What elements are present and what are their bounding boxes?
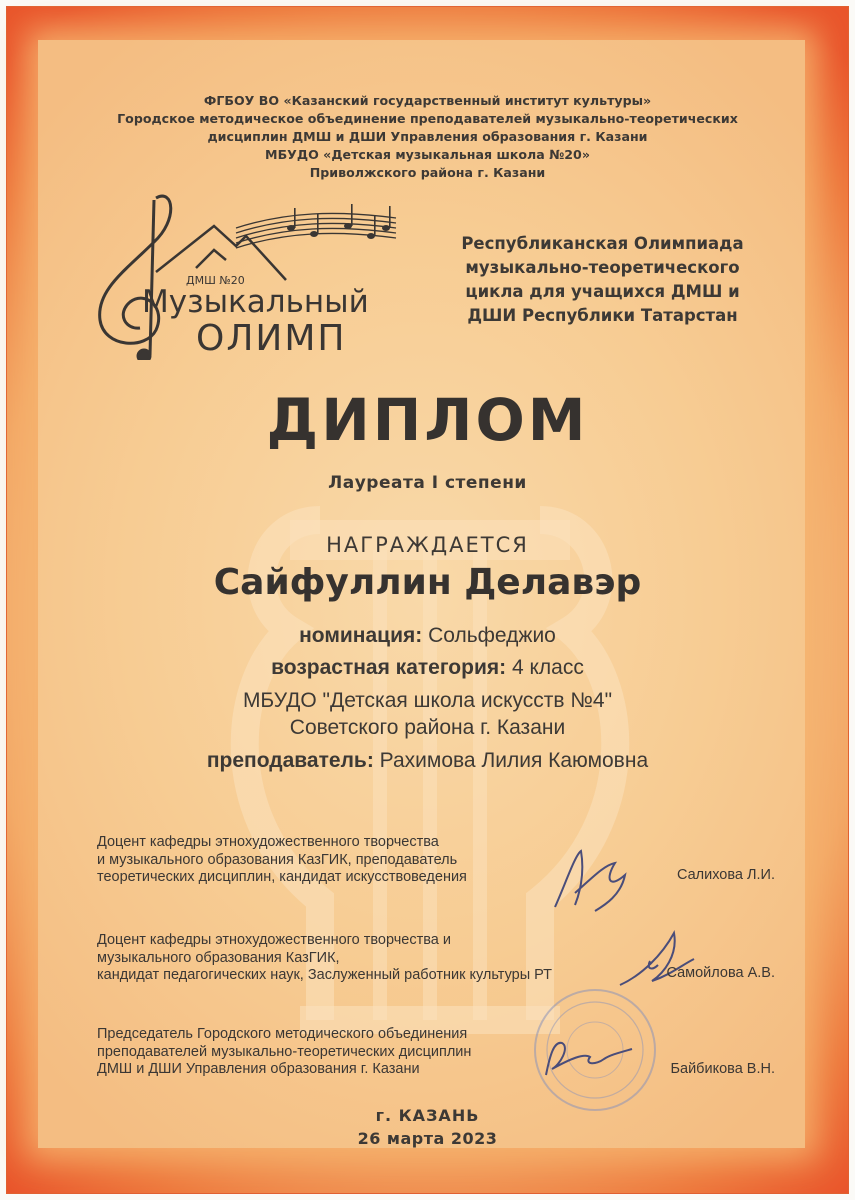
signatory-1-title <box>97 834 467 887</box>
age-label: возрастная категория: <box>271 656 507 679</box>
nomination-value: Сольфеджио <box>428 624 556 647</box>
signatory-3-title <box>97 1026 471 1079</box>
olympiad-line: Республиканская Олимпиада <box>461 234 744 253</box>
age-line <box>0 656 855 680</box>
signatory-1-name: Салихова Л.И. <box>676 867 775 883</box>
city-label: г. КАЗАНЬ <box>375 1106 480 1125</box>
school-line: МБУДО "Детская школа искусств №4" <box>242 689 613 712</box>
signature-2 <box>612 925 702 995</box>
olympiad-line: ДШИ Республики Татарстан <box>467 306 738 325</box>
logo-subtitle: ОЛИМП <box>196 318 347 359</box>
signatory-title-line: кандидат педагогических наук, Заслуженный работник культуры РТ <box>97 967 553 983</box>
issue-date: 26 марта 2023 <box>357 1129 498 1148</box>
signatory-title-line: Доцент кафедры этнохудожественного творчества и <box>97 932 451 948</box>
treble-clef-icon <box>100 196 171 360</box>
muzykalny-olimp-logo <box>86 190 406 360</box>
teacher-label: преподаватель: <box>206 749 374 772</box>
logo-school-label: ДМШ №20 <box>186 274 245 287</box>
signatory-title-line: музыкального образования КазГИК, <box>97 949 340 966</box>
organizer-line: дисциплин ДМШ и ДШИ Управления образования г. Казани <box>207 129 648 144</box>
signatory-2-name: Самойлова А.В. <box>666 965 775 981</box>
signatory-title-line: и музыкального образования КазГИК, преподаватель <box>97 851 458 868</box>
nomination-line <box>0 624 855 648</box>
awarded-label: НАГРАЖДАЕТСЯ <box>326 533 529 557</box>
teacher-value: Рахимова Лилия Каюмовна <box>379 749 649 772</box>
age-value: 4 класс <box>511 656 584 679</box>
olympiad-line: цикла для учащихся ДМШ и <box>465 282 740 301</box>
signatory-title-line: ДМШ и ДШИ Управления образования г. Казани <box>97 1061 420 1077</box>
olympiad-line: музыкально-теоретического <box>465 258 740 277</box>
organizer-line: Городское методическое объединение преподавателей музыкально-теоретических <box>117 111 738 126</box>
mountains-icon <box>156 226 286 280</box>
organizers-block <box>0 92 855 182</box>
nomination-label: номинация: <box>299 624 423 647</box>
organizer-line: ФГБОУ ВО «Казанский государственный институт культуры» <box>203 93 652 108</box>
signatory-title-line: преподавателей музыкально-теоретических дисциплин <box>97 1043 472 1060</box>
organizer-line: Приволжского района г. Казани <box>309 165 546 180</box>
recipient-name: Сайфуллин Делавэр <box>213 562 642 603</box>
school-district-line: Советского района г. Казани <box>289 716 566 739</box>
signatory-title-line: Доцент кафедры этнохудожественного творчества <box>97 834 439 850</box>
signatory-title-line: Председатель Городского методического объединения <box>97 1026 468 1042</box>
music-notes-icon <box>236 213 396 248</box>
teacher-line <box>0 749 855 773</box>
signatory-3-name: Байбикова В.Н. <box>670 1061 775 1077</box>
signatory-title-line: теоретических дисциплин, кандидат искусствоведения <box>97 869 467 885</box>
olympiad-title <box>430 232 775 328</box>
signature-1 <box>545 845 645 915</box>
diploma-title: ДИПЛОМ <box>266 386 589 454</box>
signature-3 <box>540 1035 640 1085</box>
diploma-degree: Лауреата I степени <box>328 473 527 493</box>
organizer-line: МБУДО «Детская музыкальная школа №20» <box>265 147 590 162</box>
logo-title: Музыкальный <box>142 284 369 320</box>
signatory-2-title <box>97 932 552 985</box>
